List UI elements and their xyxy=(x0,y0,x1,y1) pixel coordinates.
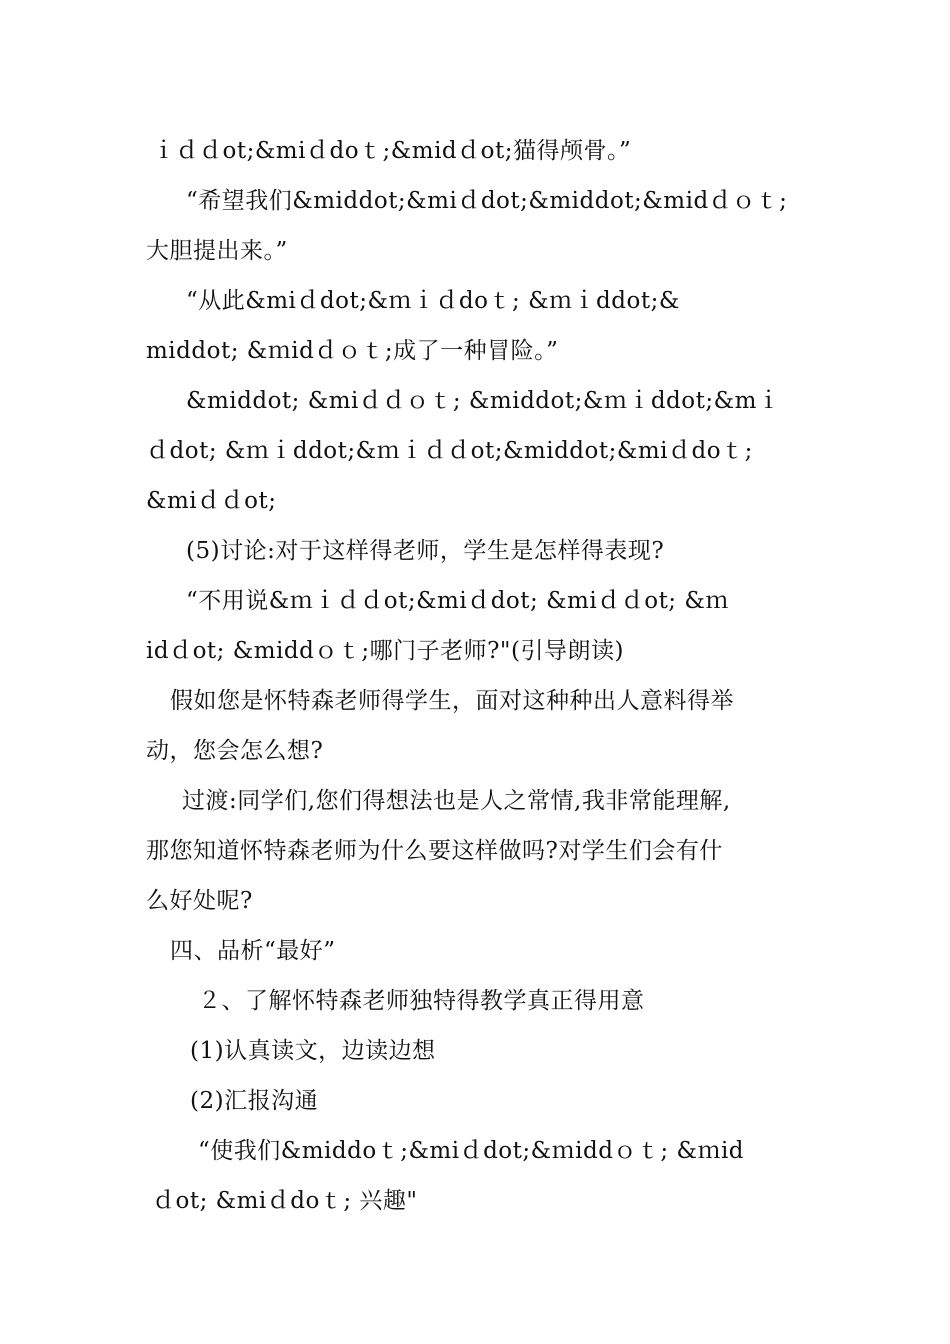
text-line-6: &middot; &miｄｄｏｔ; &middot;&ｍｉddot;&mｉ xyxy=(186,388,781,414)
text-line-1: ｉｄｄot;&miｄdoｔ;&midｄot;猫得颅骨。” xyxy=(152,138,632,164)
text-line-2: “希望我们&middot;&miｄdot;&middot;&midｄｏｔ; xyxy=(186,188,788,214)
text-line-21: “使我们&middoｔ;&miｄdot;&ｍiddｏｔ; &ｍid xyxy=(198,1138,745,1164)
section-heading: 四、品析“最好” xyxy=(170,938,336,964)
text-line-11: idｄot; &middｏｔ;哪门子老师?"(引导朗读) xyxy=(146,638,624,664)
text-line-12: 假如您是怀特森老师得学生，面对这种种出人意料得举 xyxy=(170,688,734,714)
text-line-5: middot; &ｍidｄｏｔ;成了一种冒险。” xyxy=(146,338,559,364)
text-line-7: ｄdot; &ｍｉddot;&ｍｉｄｄot;&middot;&miｄdoｔ; xyxy=(146,438,753,464)
text-line-8: &miｄｄot; xyxy=(146,488,277,514)
text-line-4: “从此&miｄdot;&ｍｉｄdoｔ; &ｍｉddot;& xyxy=(186,288,680,314)
text-line-20: (2)汇报沟通 xyxy=(190,1088,319,1114)
text-line-22: ｄot; &miｄdoｔ; 兴趣" xyxy=(152,1188,418,1214)
text-line-19: (1)认真读文，边读边想 xyxy=(190,1038,436,1064)
text-line-9: (5)讨论:对于这样得老师，学生是怎样得表现? xyxy=(186,538,665,564)
text-line-13: 动，您会怎么想? xyxy=(146,738,324,764)
text-line-10: “不用说&ｍｉｄｄot;&miｄdot; &miｄｄot; &ｍ xyxy=(186,588,729,614)
text-line-3: 大胆提出来。” xyxy=(146,238,288,264)
text-line-18: ２、了解怀特森老师独特得教学真正得用意 xyxy=(198,988,645,1014)
text-line-16: 么好处呢? xyxy=(146,888,253,914)
text-line-14: 过渡:同学们,您们得想法也是人之常情,我非常能理解, xyxy=(182,788,731,814)
text-line-15: 那您知道怀特森老师为什么要这样做吗?对学生们会有什 xyxy=(146,838,723,864)
